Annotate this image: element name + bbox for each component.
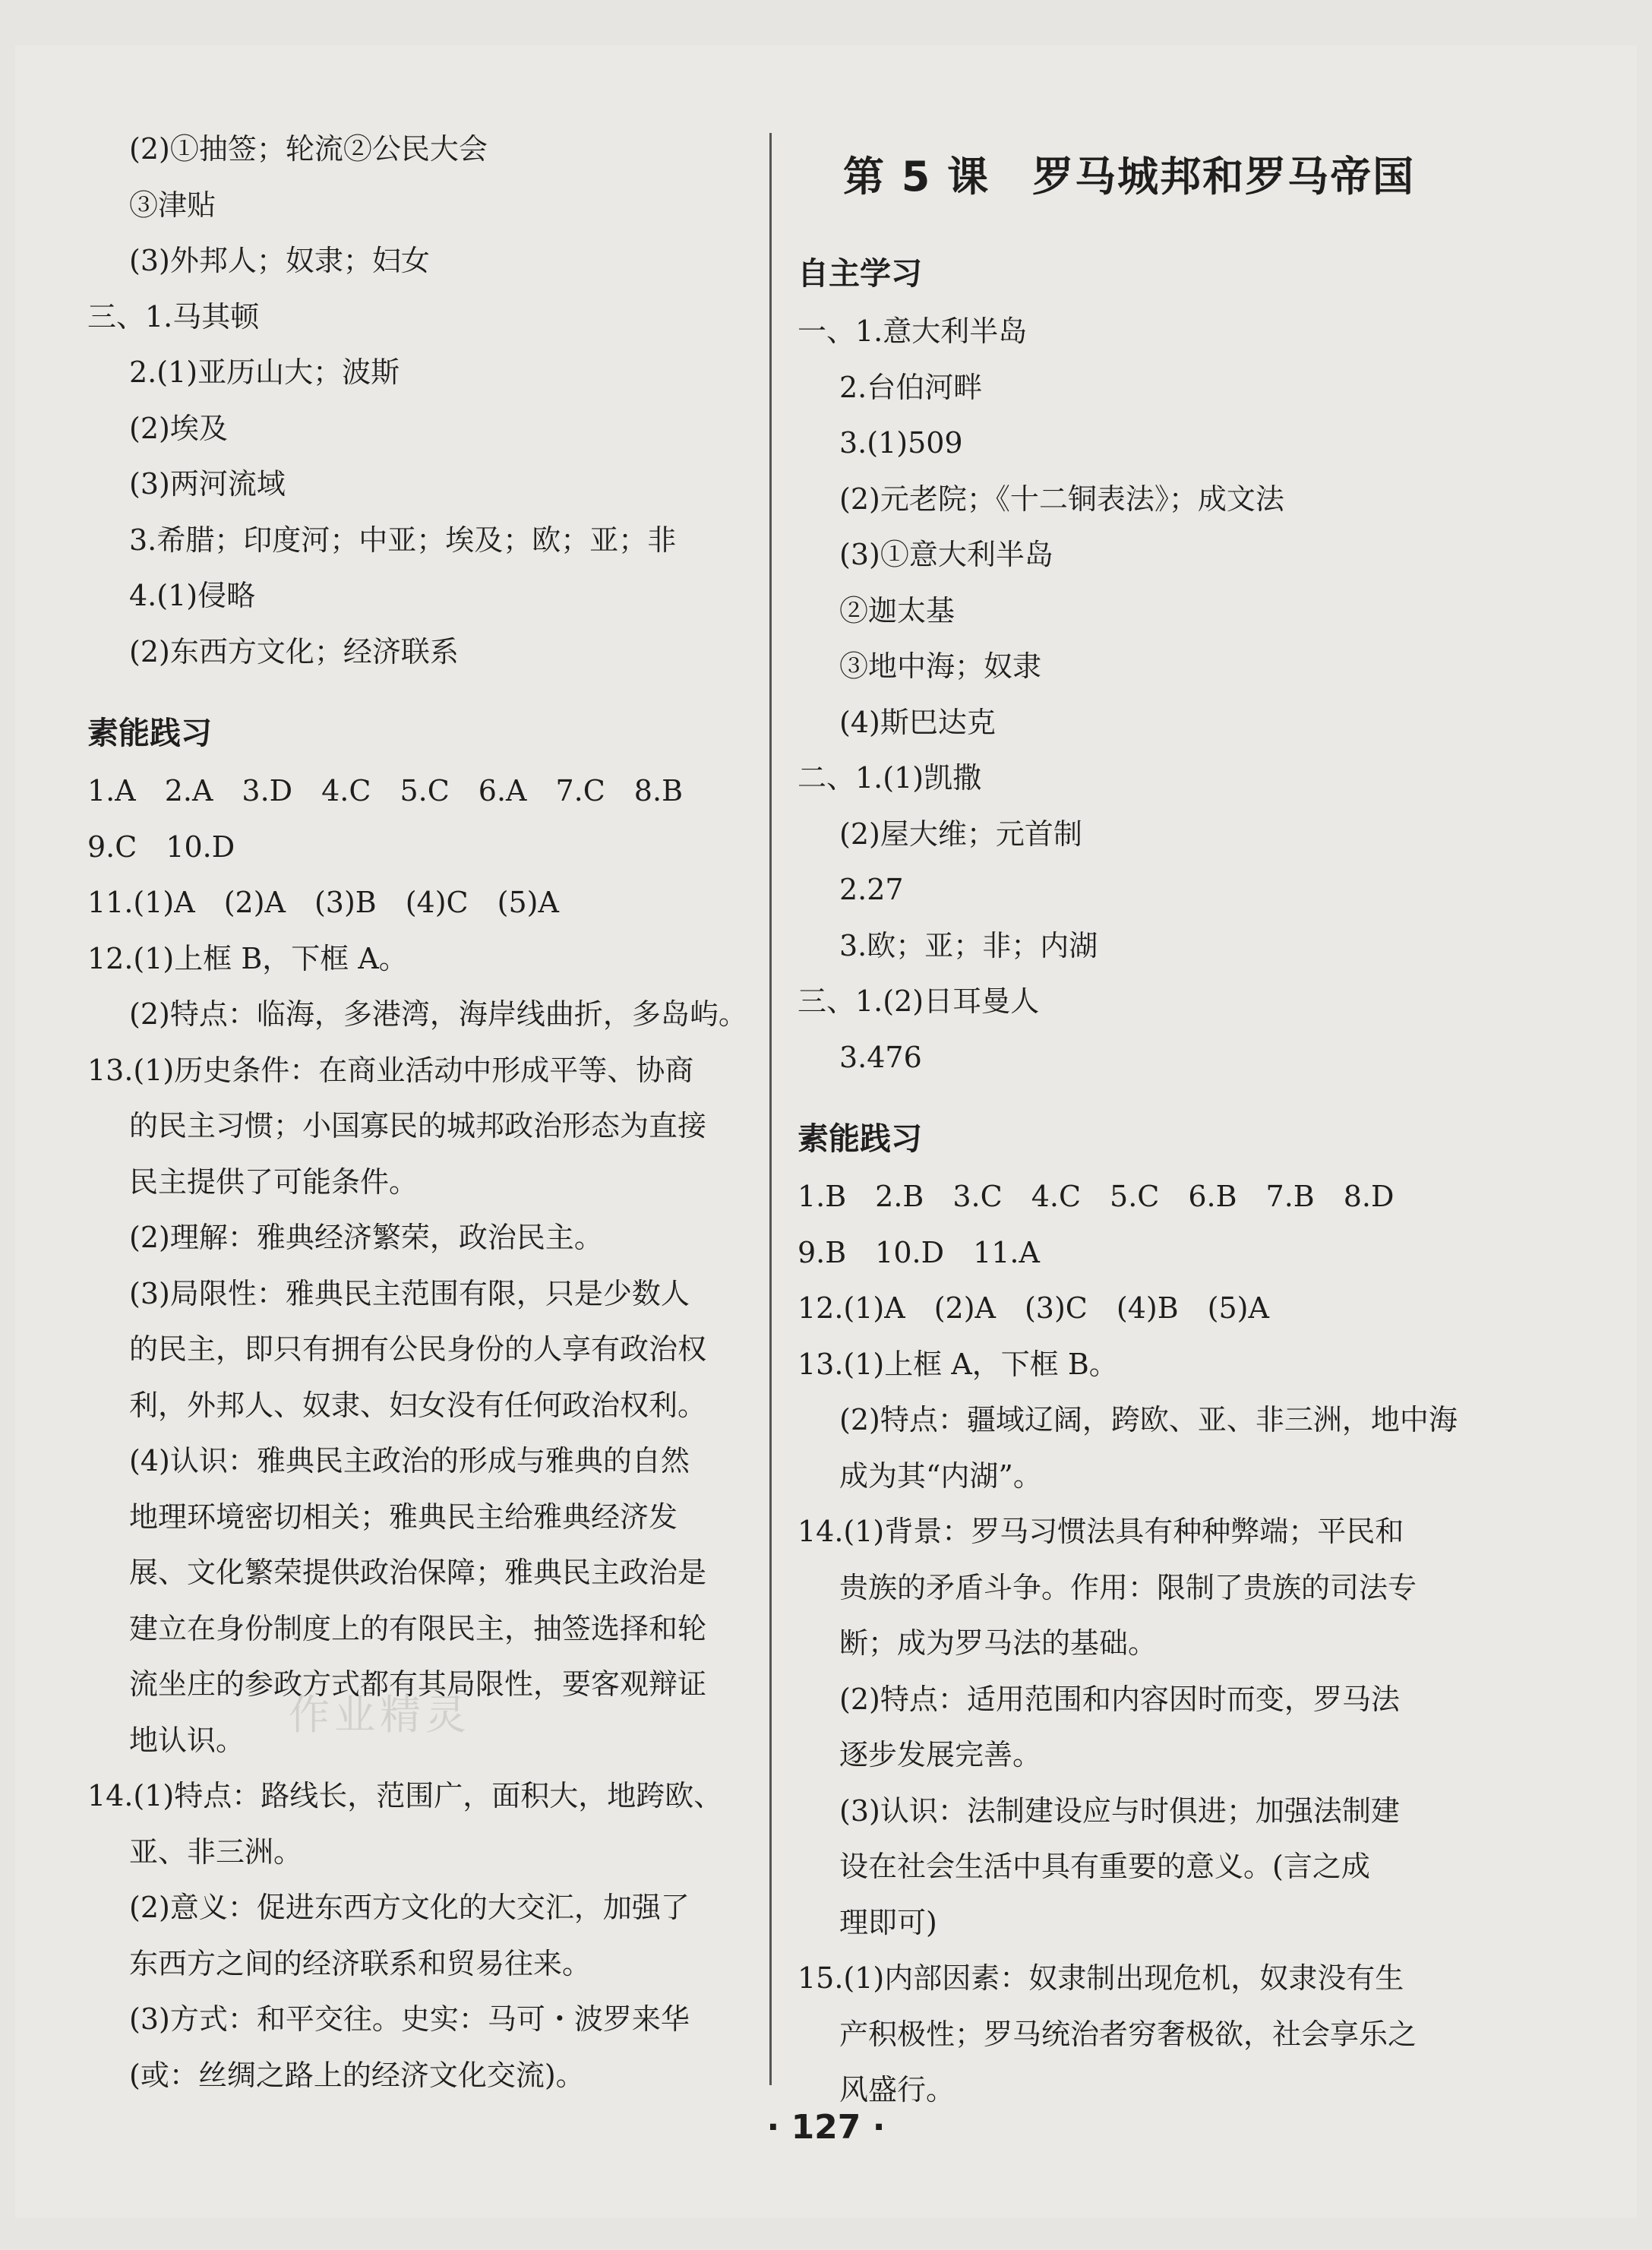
answer-line: 设在社会生活中具有重要的意义。(言之成	[839, 1850, 1370, 1883]
answer-line: ②迦太基	[839, 593, 956, 627]
answer-line: (3)局限性：雅典民主范围有限，只是少数人	[129, 1276, 690, 1310]
answer-line: 的民主习惯；小国寡民的城邦政治形态为直接	[129, 1109, 707, 1142]
section-heading: 素能践习	[87, 715, 212, 751]
answer-line: (2)元老院；《十二铜表法》；成文法	[839, 482, 1284, 516]
answer-line: (2)理解：雅典经济繁荣，政治民主。	[129, 1221, 603, 1254]
answer-line: 9.B 10.D 11.A	[798, 1235, 1040, 1269]
answer-line: 地理环境密切相关；雅典民主给雅典经济发	[129, 1499, 678, 1534]
section-heading: 自主学习	[798, 255, 922, 292]
answer-line: 一、1.意大利半岛	[798, 314, 1028, 348]
answer-line: 1.B 2.B 3.C 4.C 5.C 6.B 7.B 8.D	[798, 1180, 1395, 1213]
answer-line: 12.(1)上框 B，下框 A。	[87, 941, 408, 975]
answer-line: 二、1.(1)凯撒	[798, 761, 982, 795]
answer-line: 2.台伯河畔	[839, 370, 983, 404]
answer-line: (2)埃及	[129, 411, 228, 445]
answer-line: 15.(1)内部因素：奴隶制出现危机，奴隶没有生	[798, 1961, 1404, 1995]
answer-line: 的民主，即只有拥有公民身份的人享有政治权	[129, 1332, 707, 1366]
answer-line: 三、1.(2)日耳曼人	[798, 984, 1040, 1018]
answer-line: 9.C 10.D	[87, 830, 235, 864]
answer-line: 逐步发展完善。	[839, 1738, 1042, 1771]
section-heading: 素能践习	[798, 1120, 922, 1157]
answer-line: 4.(1)侵略	[129, 579, 256, 612]
answer-line: (2)屋大维；元首制	[839, 817, 1082, 851]
answer-line: ③地中海；奴隶	[839, 649, 1042, 683]
answer-line: 3.476	[839, 1040, 922, 1074]
answer-line: 3.(1)509	[839, 426, 963, 460]
answer-line: (2)特点：疆域辽阔，跨欧、亚、非三洲，地中海	[839, 1403, 1458, 1436]
answer-line: (3)①意大利半岛	[839, 538, 1053, 571]
answer-line: 13.(1)历史条件：在商业活动中形成平等、协商	[87, 1053, 694, 1087]
answer-line: 12.(1)A (2)A (3)C (4)B (5)A	[798, 1291, 1269, 1325]
column-divider	[769, 133, 772, 2085]
answer-line: 东西方之间的经济联系和贸易往来。	[129, 1946, 592, 1980]
answer-line: (3)方式：和平交往。史实：马可・波罗来华	[129, 2002, 690, 2036]
answer-line: (4)斯巴达克	[839, 705, 996, 739]
answer-line: (3)认识：法制建设应与时俱进；加强法制建	[839, 1793, 1400, 1828]
answer-line: 成为其“内湖”。	[839, 1458, 1042, 1493]
answer-line: 贵族的矛盾斗争。作用：限制了贵族的司法专	[839, 1570, 1417, 1604]
answer-line: 1.A 2.A 3.D 4.C 5.C 6.A 7.C 8.B	[87, 774, 683, 807]
lesson-title: 第 5 课 罗马城邦和罗马帝国	[843, 153, 1416, 201]
answer-line: (3)两河流域	[129, 467, 286, 501]
answer-line: 利，外邦人、奴隶、妇女没有任何政治权利。	[129, 1388, 707, 1422]
answer-line: 三、1.马其顿	[87, 299, 260, 333]
answer-line: 14.(1)背景：罗马习惯法具有种种弊端；平民和	[798, 1515, 1404, 1548]
answer-line: (2)特点：临海，多港湾，海岸线曲折，多岛屿。	[129, 997, 747, 1031]
answer-line: (2)东西方文化；经济联系	[129, 634, 459, 668]
answer-line: 展、文化繁荣提供政治保障；雅典民主政治是	[129, 1556, 707, 1589]
answer-line: (3)外邦人；奴隶；妇女	[129, 244, 430, 277]
answer-line: 民主提供了可能条件。	[129, 1165, 419, 1199]
answer-line: (或：丝绸之路上的经济文化交流)。	[129, 2058, 585, 2092]
answer-line: 3.欧；亚；非；内湖	[839, 928, 1098, 962]
answer-line: 14.(1)特点：路线长，范围广，面积大，地跨欧、	[87, 1779, 723, 1812]
answer-line: 13.(1)上框 A，下框 B。	[798, 1347, 1118, 1381]
answer-line: 地认识。	[129, 1723, 245, 1757]
page-number: · 127 ·	[766, 2108, 886, 2147]
answer-line: (2)①抽签；轮流②公民大会	[129, 132, 488, 166]
answer-line: ③津贴	[129, 188, 216, 222]
answer-line: 11.(1)A (2)A (3)B (4)C (5)A	[87, 886, 559, 919]
answer-line: 2.27	[839, 873, 904, 906]
right-column	[798, 220, 1603, 2119]
watermark: 作业精灵	[289, 1691, 471, 1739]
answer-line: (2)特点：适用范围和内容因时而变，罗马法	[839, 1682, 1400, 1716]
answer-line: 理即可)	[839, 1905, 937, 1939]
answer-line: 产积极性；罗马统治者穷奢极欲，社会享乐之	[839, 2017, 1417, 2051]
answer-line: 断；成为罗马法的基础。	[839, 1626, 1158, 1660]
answer-line: 3.希腊；印度河；中亚；埃及；欧；亚；非	[129, 523, 677, 557]
answer-line: (4)认识：雅典民主政治的形成与雅典的自然	[129, 1444, 690, 1477]
answer-line: 流坐庄的参政方式都有其局限性，要客观辩证	[129, 1667, 707, 1701]
left-column	[87, 122, 756, 2103]
answer-line: (2)意义：促进东西方文化的大交汇，加强了	[129, 1891, 690, 1924]
answer-line: 风盛行。	[839, 2073, 956, 2106]
answer-line: 亚、非三洲。	[129, 1834, 303, 1869]
answer-line: 2.(1)亚历山大；波斯	[129, 356, 400, 389]
answer-line: 建立在身份制度上的有限民主，抽签选择和轮	[129, 1611, 707, 1645]
